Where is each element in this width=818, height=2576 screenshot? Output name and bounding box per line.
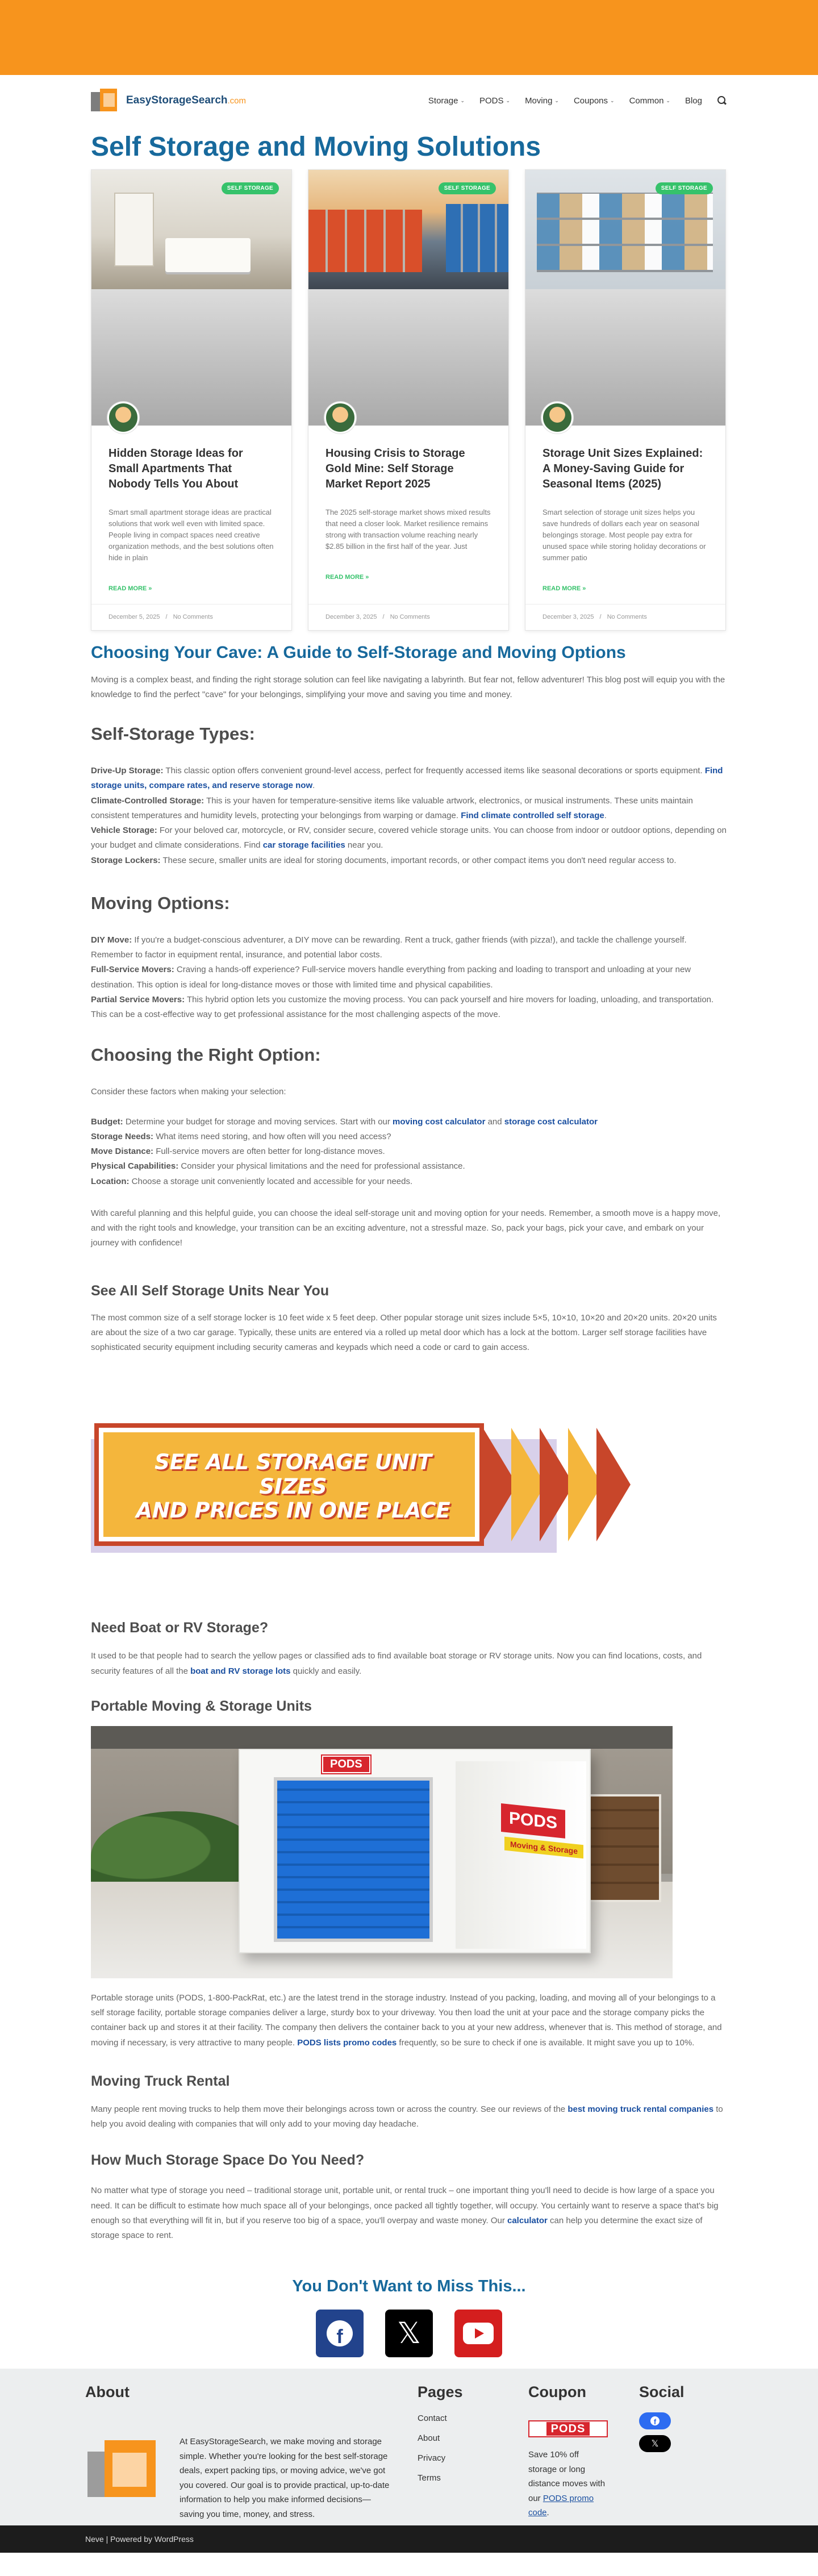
nav-common[interactable] <box>629 96 670 106</box>
item-text: Determine your budget for storage and moving services. Start with our <box>123 1116 393 1127</box>
item-text: Consider your physical limitations and the need for professional assistance. <box>178 1161 465 1172</box>
item-text: What items need storing, and how often will you need access? <box>153 1131 391 1141</box>
comments-link[interactable]: No Comments <box>607 614 647 621</box>
footer-about-text: At EasyStorageSearch, we make moving and storage simple. Whether you're looking for the best self-storage deals, expert packing tips, or moving advice, we've got you covered. Our goal is to provide practical, up-to-date information to help you make informed decisions—saving you time, money, and stress. <box>180 2437 390 2519</box>
item-label: Partial Service Movers: <box>91 994 185 1004</box>
choosing-intro: Consider these factors when making your selection: <box>91 1087 286 1097</box>
card-excerpt: Smart selection of storage unit sizes helps you save hundreds of dollars each year on seasonal belongings storage. Most people pay extra for unused space while storing holiday decorations or summer patio <box>542 507 706 562</box>
site-footer <box>0 2369 818 2525</box>
blog-card[interactable] <box>308 169 509 631</box>
truck-text-after: to help you avoid dealing with companies that will only add to your moving day headache. <box>91 2104 723 2129</box>
nav-label: Coupons <box>573 95 608 106</box>
footer-pages-heading: Pages <box>418 2383 463 2401</box>
storage-units-link[interactable]: Find storage units, compare rates, and reserve storage now <box>91 766 723 791</box>
pods-promo-code-link[interactable]: PODS promo code <box>528 2493 594 2518</box>
space-text <box>91 2183 727 2243</box>
blog-card[interactable] <box>525 169 726 631</box>
list-item <box>91 933 727 963</box>
nav-label: PODS <box>479 95 504 106</box>
author-avatar <box>541 402 573 433</box>
footer-coupon-text <box>528 2448 608 2520</box>
comments-link[interactable]: No Comments <box>173 614 213 621</box>
list-item <box>91 962 727 993</box>
bottom-bar: Neve | Powered by WordPress <box>0 2525 818 2553</box>
item-label: Storage Needs: <box>91 1131 154 1141</box>
pods-container-photo <box>91 1726 673 1978</box>
read-more-link[interactable]: READ MORE » <box>108 585 152 593</box>
card-meta <box>525 604 725 630</box>
item-label: Climate-Controlled Storage: <box>91 795 204 806</box>
list-item <box>91 794 727 824</box>
moving-cost-calculator-link[interactable]: moving cost calculator <box>393 1116 486 1127</box>
footer-coupon-heading: Coupon <box>528 2383 586 2401</box>
logo-tld: .com <box>227 96 247 106</box>
coupon-text-after: . <box>546 2508 549 2518</box>
category-badge[interactable]: SELF STORAGE <box>656 182 713 194</box>
item-after: . <box>312 781 315 791</box>
facebook-icon: f <box>327 2320 353 2346</box>
item-text: This is your haven for temperature-sensitive items like valuable artwork, electronics, or musical instruments. These units maintain consistent temperatures and humidity levels, protecting your belongings from warping or damage. <box>91 795 693 820</box>
logo-text <box>126 94 246 107</box>
footer-pages <box>418 2383 463 2483</box>
nav-pods[interactable] <box>479 96 510 106</box>
card-image[interactable] <box>91 170 291 289</box>
banner-text <box>123 1450 464 1523</box>
category-badge[interactable]: SELF STORAGE <box>439 182 496 194</box>
chevron-down-icon: ⌄ <box>610 97 615 103</box>
list-item <box>91 1115 727 1129</box>
list-item <box>91 1174 727 1189</box>
x-icon: 𝕏 <box>651 2438 659 2449</box>
boat-heading: Need Boat or RV Storage? <box>91 1620 269 1636</box>
footer-about-heading: About <box>85 2383 130 2401</box>
calculator-link[interactable]: calculator <box>507 2215 548 2225</box>
youtube-icon <box>463 2323 494 2344</box>
nav-label: Storage <box>428 95 458 106</box>
meta-separator: / <box>599 614 602 621</box>
storage-cost-calculator-link[interactable]: storage cost calculator <box>504 1116 598 1127</box>
footer-link-terms[interactable]: Terms <box>418 2473 441 2483</box>
pods-logo: PODS <box>322 1756 370 1773</box>
storage-sizes-banner[interactable] <box>91 1416 636 1564</box>
item-label: Budget: <box>91 1116 123 1127</box>
chevron-down-icon: ⌄ <box>506 97 511 103</box>
footer-facebook-button[interactable] <box>639 2412 671 2429</box>
footer-social-buttons <box>639 2412 685 2452</box>
item-label: Drive-Up Storage: <box>91 766 164 776</box>
comments-link[interactable]: No Comments <box>390 614 430 621</box>
list-item <box>91 764 727 794</box>
read-more-link[interactable]: READ MORE » <box>542 585 586 593</box>
nav-coupons[interactable] <box>574 96 615 106</box>
near-you-heading: See All Self Storage Units Near You <box>91 1282 329 1299</box>
item-after: . <box>604 810 607 820</box>
choosing-list <box>91 1115 727 1189</box>
main-content <box>91 131 727 2357</box>
footer-coupon <box>528 2383 608 2520</box>
nav-moving[interactable] <box>525 96 559 106</box>
author-avatar <box>324 402 356 433</box>
chevron-down-icon: ⌄ <box>460 97 465 103</box>
footer-about <box>85 2383 403 2520</box>
near-you-text: The most common size of a self storage locker is 10 feet wide x 5 feet deep. Other popular storage unit sizes include 5×5, 10×10, 10×20 and 20×20 units. 20×20 units are about the size of a two car garage. Typically, these units are entered via a rolled up metal door which has a lock at the bottom. Larger self storage facilities have sophisticated security equipment including security cameras and keypads which need a code or card to gain access. <box>91 1312 717 1353</box>
card-excerpt: The 2025 self-storage market shows mixed results that need a closer look. Market resilience remains strong with transaction volume reaching nearly $2.85 billion in the first half of the year. Just <box>325 507 491 551</box>
guide-heading: Choosing Your Cave: A Guide to Self-Storage and Moving Options <box>91 643 626 662</box>
meta-separator: / <box>382 614 385 621</box>
post-date: December 5, 2025 <box>108 614 160 621</box>
footer-pages-list <box>418 2414 463 2483</box>
item-text: Full-service movers are often better for long-distance moves. <box>153 1147 385 1157</box>
x-twitter-button[interactable] <box>385 2310 433 2357</box>
site-logo[interactable] <box>91 89 246 112</box>
x-icon: 𝕏 <box>397 2316 421 2351</box>
choosing-heading: Choosing the Right Option: <box>91 1045 321 1065</box>
logo-main: EasyStorageSearch <box>126 94 228 106</box>
boat-text <box>91 1649 727 1679</box>
banner-panel <box>99 1428 479 1541</box>
space-heading: How Much Storage Space Do You Need? <box>91 2152 365 2169</box>
list-item <box>91 1159 727 1174</box>
chevron-down-icon: ⌄ <box>554 97 559 103</box>
list-item <box>91 823 727 853</box>
card-title[interactable]: Storage Unit Sizes Explained: A Money-Saving Guide for Seasonal Items (2025) <box>542 447 703 490</box>
blog-cards <box>91 169 727 631</box>
card-title[interactable]: Housing Crisis to Storage Gold Mine: Self Storage Market Report 2025 <box>325 447 465 490</box>
truck-text-body: Many people rent moving trucks to help them move their belongings across town or across the country. See our reviews of the <box>91 2104 568 2114</box>
pods-tagline: Moving & Storage <box>504 1837 583 1859</box>
space-text-body: No matter what type of storage you need – traditional storage unit, portable unit, or rental truck – one important thing you'll need to decide is how large of a space you need. It can be difficult to estimate how much space all of your belongings, once packed all tightly together, will occupy. You certainly want to reserve a space that's big enough so that everything will fit in, but if you reserve too big of a space, you'll overpay and waste money. Our <box>91 2186 719 2225</box>
social-cta <box>91 2277 727 2357</box>
space-text-after: can help you determine the exact size of storage space to rent. <box>91 2215 703 2241</box>
nav-label: Common <box>629 95 664 106</box>
card-image[interactable] <box>308 170 508 289</box>
meta-separator: / <box>165 614 168 621</box>
nav-label: Blog <box>685 95 702 106</box>
item-label: Storage Lockers: <box>91 855 161 865</box>
truck-heading: Moving Truck Rental <box>91 2073 230 2089</box>
top-orange-bar <box>0 0 818 75</box>
page-title: Self Storage and Moving Solutions <box>91 132 541 162</box>
search-icon[interactable] <box>717 95 727 106</box>
card-meta <box>91 604 291 630</box>
portable-text-body: Portable storage units (PODS, 1-800-PackRat, etc.) are the latest trend in the storage industry. Instead of you packing, loading, and moving all of your belongings to a self storage facility, portable storage companies deliver a large, sturdy box to your driveway. You then load the unit at your pace and the storage company picks the container back up and stores it at their facility. The company then delivers the container back to you at your new address, whenever that is. This method of storage, and moving if necessary, is very attractive to many people. <box>91 1993 722 2048</box>
pods-coupon-logo[interactable] <box>528 2420 608 2437</box>
footer-x-button[interactable] <box>639 2435 671 2452</box>
card-excerpt: Smart small apartment storage ideas are practical solutions that work well even with limited space. People living in compact spaces need creative organization methods, and the best solutions often hide in plain <box>108 507 274 562</box>
item-label: Physical Capabilities: <box>91 1161 179 1172</box>
chevron-down-icon: ⌄ <box>666 97 670 103</box>
item-label: Vehicle Storage: <box>91 826 157 836</box>
youtube-button[interactable] <box>454 2310 502 2357</box>
facebook-icon: f <box>650 2416 660 2425</box>
list-item <box>91 993 727 1023</box>
item-label: Location: <box>91 1176 130 1186</box>
pods-container <box>239 1749 591 1953</box>
item-text: This hybrid option lets you customize the moving process. You can pack yourself and hire movers for loading, unloading, and transportation. This can be a cost-effective way to get professional assistance for the most challenging aspects of the move. <box>91 994 714 1020</box>
truck-rental-link[interactable]: best moving truck rental companies <box>567 2104 714 2114</box>
item-text: This classic option offers convenient ground-level access, perfect for frequently accessed items like seasonal decorations or sports equipment. <box>163 766 705 776</box>
moving-options-heading: Moving Options: <box>91 893 230 913</box>
read-more-link[interactable]: READ MORE » <box>325 574 369 581</box>
item-text: Craving a hands-off experience? Full-service movers handle everything from packing and loading to transport and unloading at your new destination. This option is ideal for long-distance moves or those with limited time and physical capabilities. <box>91 965 691 990</box>
chevron-right-icon <box>596 1428 631 1541</box>
logo-icon <box>91 89 120 112</box>
post-date: December 3, 2025 <box>325 614 377 621</box>
pods-logo: PODS <box>501 1803 565 1839</box>
banner-line-1: SEE ALL STORAGE UNIT SIZES <box>155 1450 432 1499</box>
footer-logo-icon <box>87 2440 159 2497</box>
footer-social <box>639 2383 685 2452</box>
post-date: December 3, 2025 <box>542 614 594 621</box>
item-text: These secure, smaller units are ideal for storing documents, important records, or other compact items you don't need regular access to. <box>160 855 677 865</box>
portable-text <box>91 1991 727 2050</box>
item-label: DIY Move: <box>91 935 132 945</box>
pods-promo-link[interactable]: PODS lists promo codes <box>297 2037 397 2048</box>
moving-options-list <box>91 933 727 1023</box>
item-text: If you're a budget-conscious adventurer, a DIY move can be rewarding. Rent a truck, gather friends (with pizza!), and tackle the challenge yourself. Remember to factor in equipment rental, insurance, and potential labor costs. <box>91 935 687 960</box>
facebook-button[interactable] <box>316 2310 364 2357</box>
blog-card[interactable] <box>91 169 292 631</box>
list-item <box>91 853 727 868</box>
item-text: For your beloved car, motorcycle, or RV, consider secure, covered vehicle storage units. You can choose from indoor or outdoor options, depending on your budget and climate considerations. Find <box>91 826 727 851</box>
item-text: Choose a storage unit conveniently located and accessible for your needs. <box>129 1176 413 1186</box>
self-storage-heading: Self-Storage Types: <box>91 724 255 744</box>
footer-social-heading: Social <box>639 2383 685 2401</box>
nav-storage[interactable] <box>428 96 465 106</box>
self-storage-list <box>91 764 727 868</box>
portable-heading: Portable Moving & Storage Units <box>91 1698 312 1714</box>
item-text: and <box>485 1116 504 1127</box>
nav-label: Moving <box>525 95 553 106</box>
choosing-closing: With careful planning and this helpful guide, you can choose the ideal self-storage unit and moving option for your needs. Remember, a smooth move is a happy move, and with the right tools and knowledge, your transition can be an exciting adventure, not a stressful maze. So, pack your bags, pick your cave, and embark on your journey with confidence! <box>91 1208 721 1248</box>
footer-link-privacy[interactable]: Privacy <box>418 2453 446 2464</box>
card-title[interactable]: Hidden Storage Ideas for Small Apartments That Nobody Tells You About <box>108 447 243 490</box>
list-item <box>91 1144 727 1159</box>
card-image[interactable] <box>525 170 725 289</box>
banner-line-2: AND PRICES IN ONE PLACE <box>136 1498 450 1523</box>
cta-title: You Don't Want to Miss This... <box>292 2277 526 2296</box>
main-nav <box>428 95 727 106</box>
car-storage-link[interactable]: car storage facilities <box>262 840 345 851</box>
card-meta <box>308 604 508 630</box>
author-avatar <box>107 402 139 433</box>
boat-rv-link[interactable]: boat and RV storage lots <box>190 1666 291 1676</box>
footer-link-contact[interactable]: Contact <box>418 2414 447 2424</box>
boat-text-body: It used to be that people had to search the yellow pages or classified ads to find available boat storage or RV storage units. Now you can find locations, costs, and security features of all the <box>91 1651 702 1676</box>
nav-blog[interactable] <box>685 96 702 106</box>
coupon-text-body: Save 10% off storage or long distance moves with our <box>528 2450 606 2503</box>
list-item <box>91 1129 727 1144</box>
truck-text <box>91 2102 727 2132</box>
guide-intro: Moving is a complex beast, and finding the right storage solution can feel like navigating a labyrinth. But fear not, fellow adventurer! This blog post will equip you with the knowledge to find the perfect "cave" for your belongings, simplifying your move and saving you time and money. <box>91 674 725 699</box>
item-label: Full-Service Movers: <box>91 965 174 975</box>
item-after: near you. <box>345 840 383 851</box>
pods-logo-text: PODS <box>546 2422 590 2436</box>
footer-link-about[interactable]: About <box>418 2433 440 2444</box>
portable-text-after: frequently, so be sure to check if one is available. It might save you up to 10%. <box>397 2037 695 2048</box>
boat-text-after: quickly and easily. <box>290 1666 362 1676</box>
category-badge[interactable]: SELF STORAGE <box>222 182 279 194</box>
social-buttons <box>91 2310 727 2357</box>
site-header <box>0 75 818 126</box>
climate-controlled-link[interactable]: Find climate controlled self storage <box>461 810 604 820</box>
item-label: Move Distance: <box>91 1147 154 1157</box>
